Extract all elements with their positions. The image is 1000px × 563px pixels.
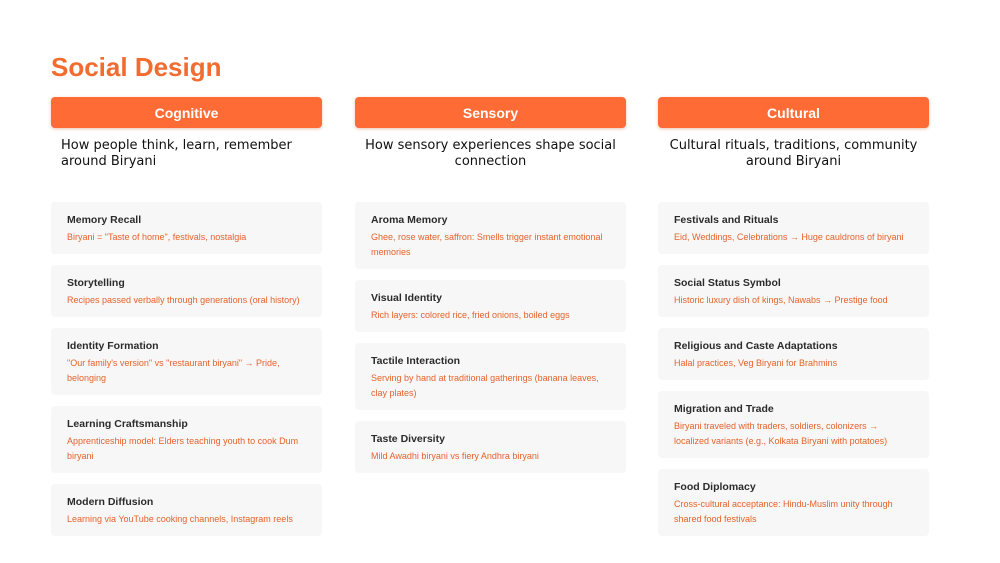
card-title: Migration and Trade [674, 403, 774, 415]
card-title: Visual Identity [371, 292, 442, 304]
card-description: Ghee, rose water, saffron: Smells trigger instant emotional memories [371, 232, 603, 257]
column-cognitive [51, 97, 322, 547]
card-title: Social Status Symbol [674, 277, 781, 289]
column-sensory [355, 97, 626, 484]
column-header-cultural: Cultural [658, 97, 929, 128]
card-title: Modern Diffusion [67, 496, 154, 508]
card-description: Eid, Weddings, Celebrations → Huge cauldrons of biryani [674, 232, 904, 242]
card-learning-craftsmanship [51, 406, 322, 473]
card-title: Memory Recall [67, 214, 142, 226]
card-description: Rich layers: colored rice, fried onions, boiled eggs [371, 310, 570, 320]
column-subtitle-sensory: How sensory experiences shape social connection [365, 138, 616, 169]
card-description: Mild Awadhi biryani vs fiery Andhra biryani [371, 451, 539, 461]
card-title: Tactile Interaction [371, 355, 461, 367]
card-religious-and-caste-adaptations [658, 328, 929, 380]
card-description: Biryani = "Taste of home", festivals, nostalgia [67, 232, 247, 242]
card-title: Identity Formation [67, 340, 159, 352]
card-identity-formation [51, 328, 322, 395]
card-migration-and-trade [658, 391, 929, 458]
card-title: Food Diplomacy [674, 481, 756, 493]
card-list-cognitive [51, 202, 322, 536]
card-description: Apprenticeship model: Elders teaching youth to cook Dum biryani [67, 436, 299, 461]
card-title: Aroma Memory [371, 214, 448, 226]
column-subtitle-cultural: Cultural rituals, traditions, community around Biryani [669, 138, 918, 169]
card-visual-identity [355, 280, 626, 332]
card-aroma-memory [355, 202, 626, 269]
card-description: "Our family's version" vs "restaurant biryani" → Pride, belonging [67, 358, 280, 383]
card-description: Recipes passed verbally through generations (oral history) [67, 295, 300, 305]
card-description: Halal practices, Veg Biryani for Brahmins [674, 358, 838, 368]
card-description: Serving by hand at traditional gatherings (banana leaves, clay plates) [371, 373, 599, 398]
card-title: Religious and Caste Adaptations [674, 340, 838, 352]
card-memory-recall [51, 202, 322, 254]
card-modern-diffusion [51, 484, 322, 536]
card-storytelling [51, 265, 322, 317]
card-description: Historic luxury dish of kings, Nawabs → Prestige food [674, 295, 888, 305]
card-festivals-and-rituals [658, 202, 929, 254]
column-header-cognitive: Cognitive [51, 97, 322, 128]
card-description: Biryani traveled with traders, soldiers, colonizers → localized variants (e.g., Kolkata Biryani with potatoes) [674, 421, 888, 446]
column-subtitle-cognitive: How people think, learn, remember around Biryani [61, 138, 292, 169]
card-list-cultural [658, 202, 929, 536]
card-title: Storytelling [67, 277, 125, 289]
card-social-status-symbol [658, 265, 929, 317]
column-cultural [658, 97, 929, 547]
card-description: Cross-cultural acceptance: Hindu-Muslim unity through shared food festivals [674, 499, 893, 524]
page-title: Social Design [51, 52, 222, 82]
card-taste-diversity [355, 421, 626, 473]
card-list-sensory [355, 202, 626, 473]
card-title: Taste Diversity [371, 433, 445, 445]
card-tactile-interaction [355, 343, 626, 410]
column-header-sensory: Sensory [355, 97, 626, 128]
card-title: Festivals and Rituals [674, 214, 779, 226]
card-description: Learning via YouTube cooking channels, Instagram reels [67, 514, 293, 524]
card-food-diplomacy [658, 469, 929, 536]
card-title: Learning Craftsmanship [67, 418, 188, 430]
